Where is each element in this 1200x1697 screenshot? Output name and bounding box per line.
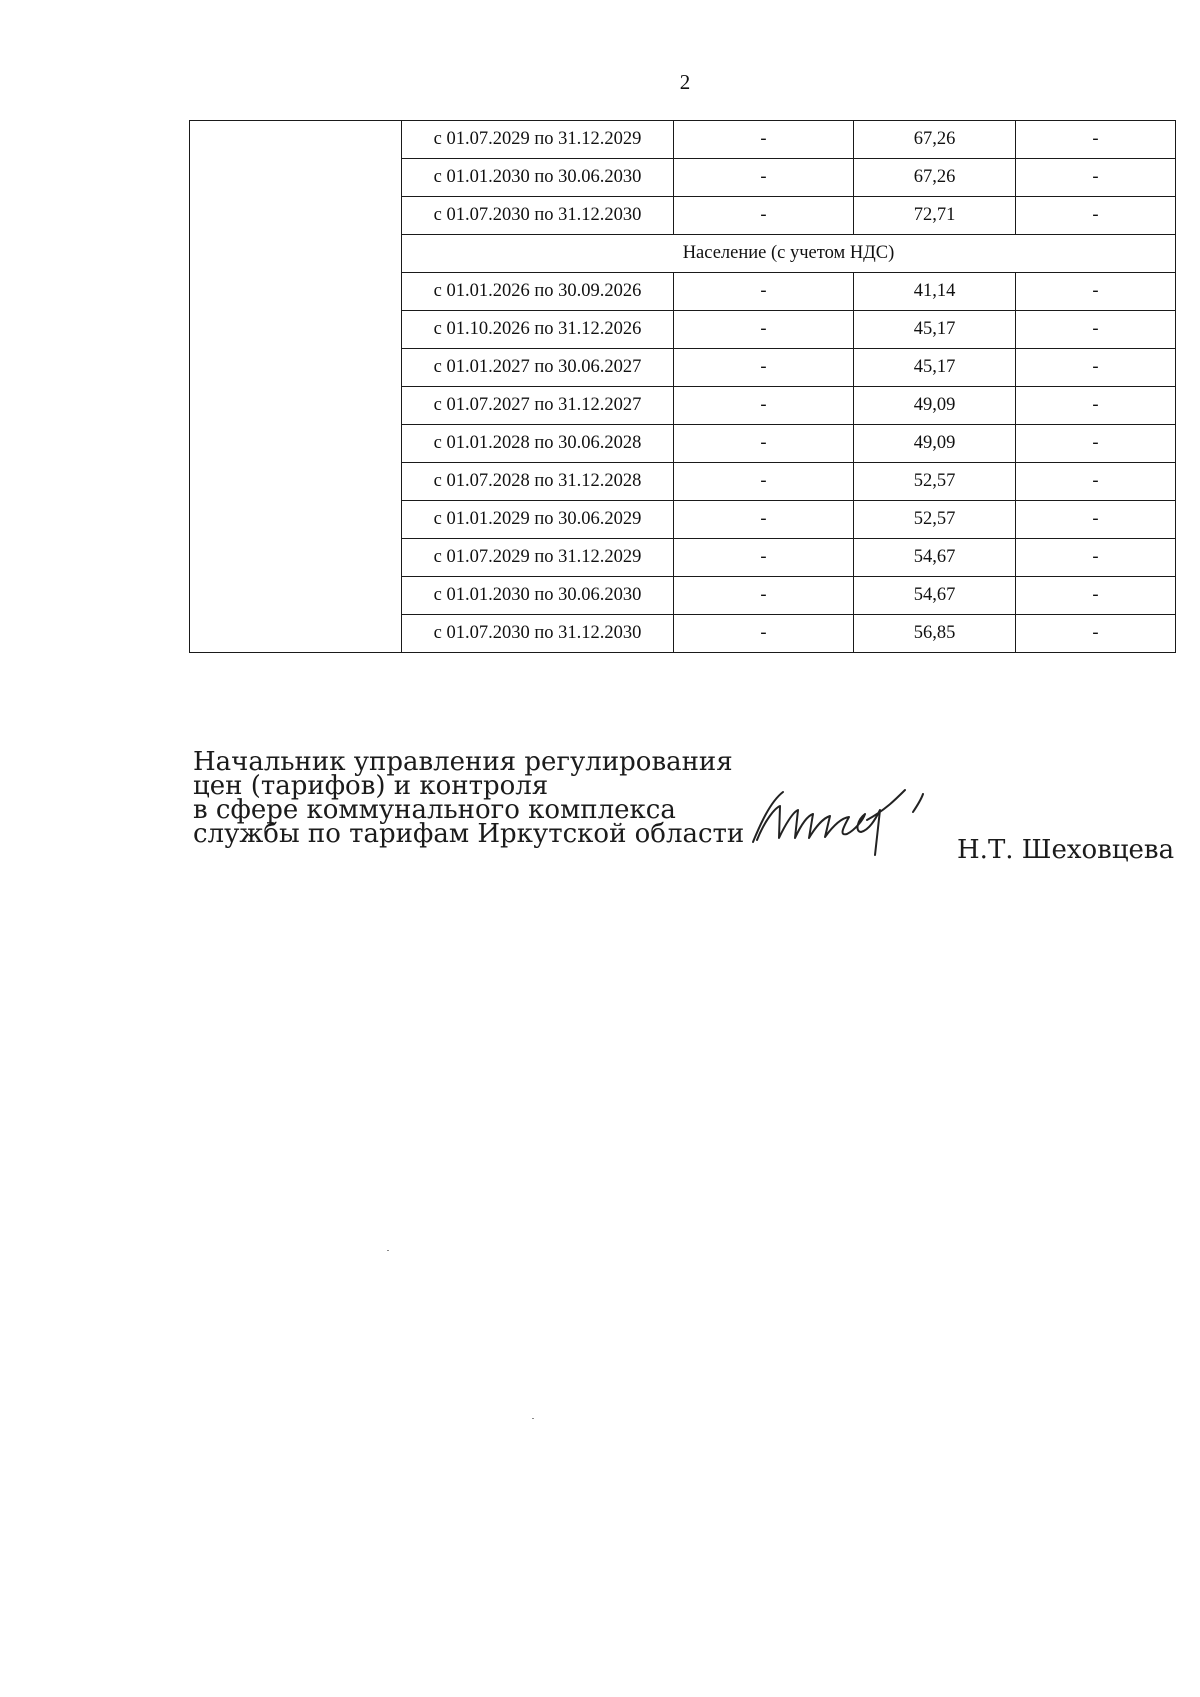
- period-cell: с 01.10.2026 по 31.12.2026: [402, 311, 674, 349]
- tariff-table: [189, 120, 1176, 653]
- position-line: службы по тарифам Иркутской области: [193, 819, 745, 849]
- tariff-value-cell: 52,57: [854, 501, 1016, 539]
- dash-cell: -: [1016, 273, 1176, 311]
- scan-speck: [387, 1250, 389, 1251]
- dash-cell: -: [1016, 197, 1176, 235]
- dash-cell: -: [674, 273, 854, 311]
- position-line: цен (тарифов) и контроля: [193, 771, 549, 801]
- dash-cell: -: [1016, 501, 1176, 539]
- period-cell: с 01.01.2027 по 30.06.2027: [402, 349, 674, 387]
- tariff-value-cell: 56,85: [854, 615, 1016, 653]
- dash-cell: -: [1016, 387, 1176, 425]
- tariff-value-cell: 41,14: [854, 273, 1016, 311]
- period-cell: с 01.07.2030 по 31.12.2030: [402, 615, 674, 653]
- dash-cell: -: [1016, 159, 1176, 197]
- scan-speck: [532, 1418, 534, 1419]
- period-cell: с 01.07.2027 по 31.12.2027: [402, 387, 674, 425]
- period-cell: с 01.01.2030 по 30.06.2030: [402, 159, 674, 197]
- dash-cell: -: [674, 501, 854, 539]
- position-line: Начальник управления регулирования: [193, 747, 733, 777]
- dash-cell: -: [674, 577, 854, 615]
- dash-cell: -: [1016, 121, 1176, 159]
- period-cell: с 01.01.2029 по 30.06.2029: [402, 501, 674, 539]
- dash-cell: -: [1016, 425, 1176, 463]
- period-cell: с 01.07.2030 по 31.12.2030: [402, 197, 674, 235]
- signature-position: [193, 747, 745, 849]
- handwritten-signature: [735, 780, 955, 860]
- dash-cell: -: [1016, 349, 1176, 387]
- tariff-value-cell: 72,71: [854, 197, 1016, 235]
- dash-cell: -: [674, 159, 854, 197]
- dash-cell: -: [674, 121, 854, 159]
- dash-cell: -: [674, 387, 854, 425]
- tariff-value-cell: 54,67: [854, 539, 1016, 577]
- signer-name: Н.Т. Шеховцева: [957, 835, 1175, 865]
- tariff-value-cell: 54,67: [854, 577, 1016, 615]
- dash-cell: -: [674, 349, 854, 387]
- tariff-value-cell: 49,09: [854, 425, 1016, 463]
- page-number: 2: [679, 70, 691, 94]
- position-line: в сфере коммунального комплекса: [193, 795, 676, 825]
- period-cell: с 01.07.2029 по 31.12.2029: [402, 539, 674, 577]
- dash-cell: -: [1016, 615, 1176, 653]
- dash-cell: -: [674, 615, 854, 653]
- dash-cell: -: [674, 463, 854, 501]
- period-cell: с 01.01.2030 по 30.06.2030: [402, 577, 674, 615]
- dash-cell: -: [1016, 577, 1176, 615]
- dash-cell: -: [674, 197, 854, 235]
- tariff-value-cell: 45,17: [854, 311, 1016, 349]
- dash-cell: -: [674, 425, 854, 463]
- dash-cell: -: [1016, 311, 1176, 349]
- dash-cell: -: [674, 311, 854, 349]
- period-cell: с 01.07.2029 по 31.12.2029: [402, 121, 674, 159]
- period-cell: с 01.01.2028 по 30.06.2028: [402, 425, 674, 463]
- dash-cell: -: [674, 539, 854, 577]
- tariff-value-cell: 52,57: [854, 463, 1016, 501]
- tariff-value-cell: 49,09: [854, 387, 1016, 425]
- empty-category-cell: [190, 121, 402, 653]
- table-row: [190, 121, 1176, 159]
- tariff-value-cell: 67,26: [854, 121, 1016, 159]
- period-cell: с 01.01.2026 по 30.09.2026: [402, 273, 674, 311]
- dash-cell: -: [1016, 463, 1176, 501]
- tariff-value-cell: 67,26: [854, 159, 1016, 197]
- period-cell: с 01.07.2028 по 31.12.2028: [402, 463, 674, 501]
- dash-cell: -: [1016, 539, 1176, 577]
- section-header: Население (с учетом НДС): [402, 235, 1176, 273]
- tariff-value-cell: 45,17: [854, 349, 1016, 387]
